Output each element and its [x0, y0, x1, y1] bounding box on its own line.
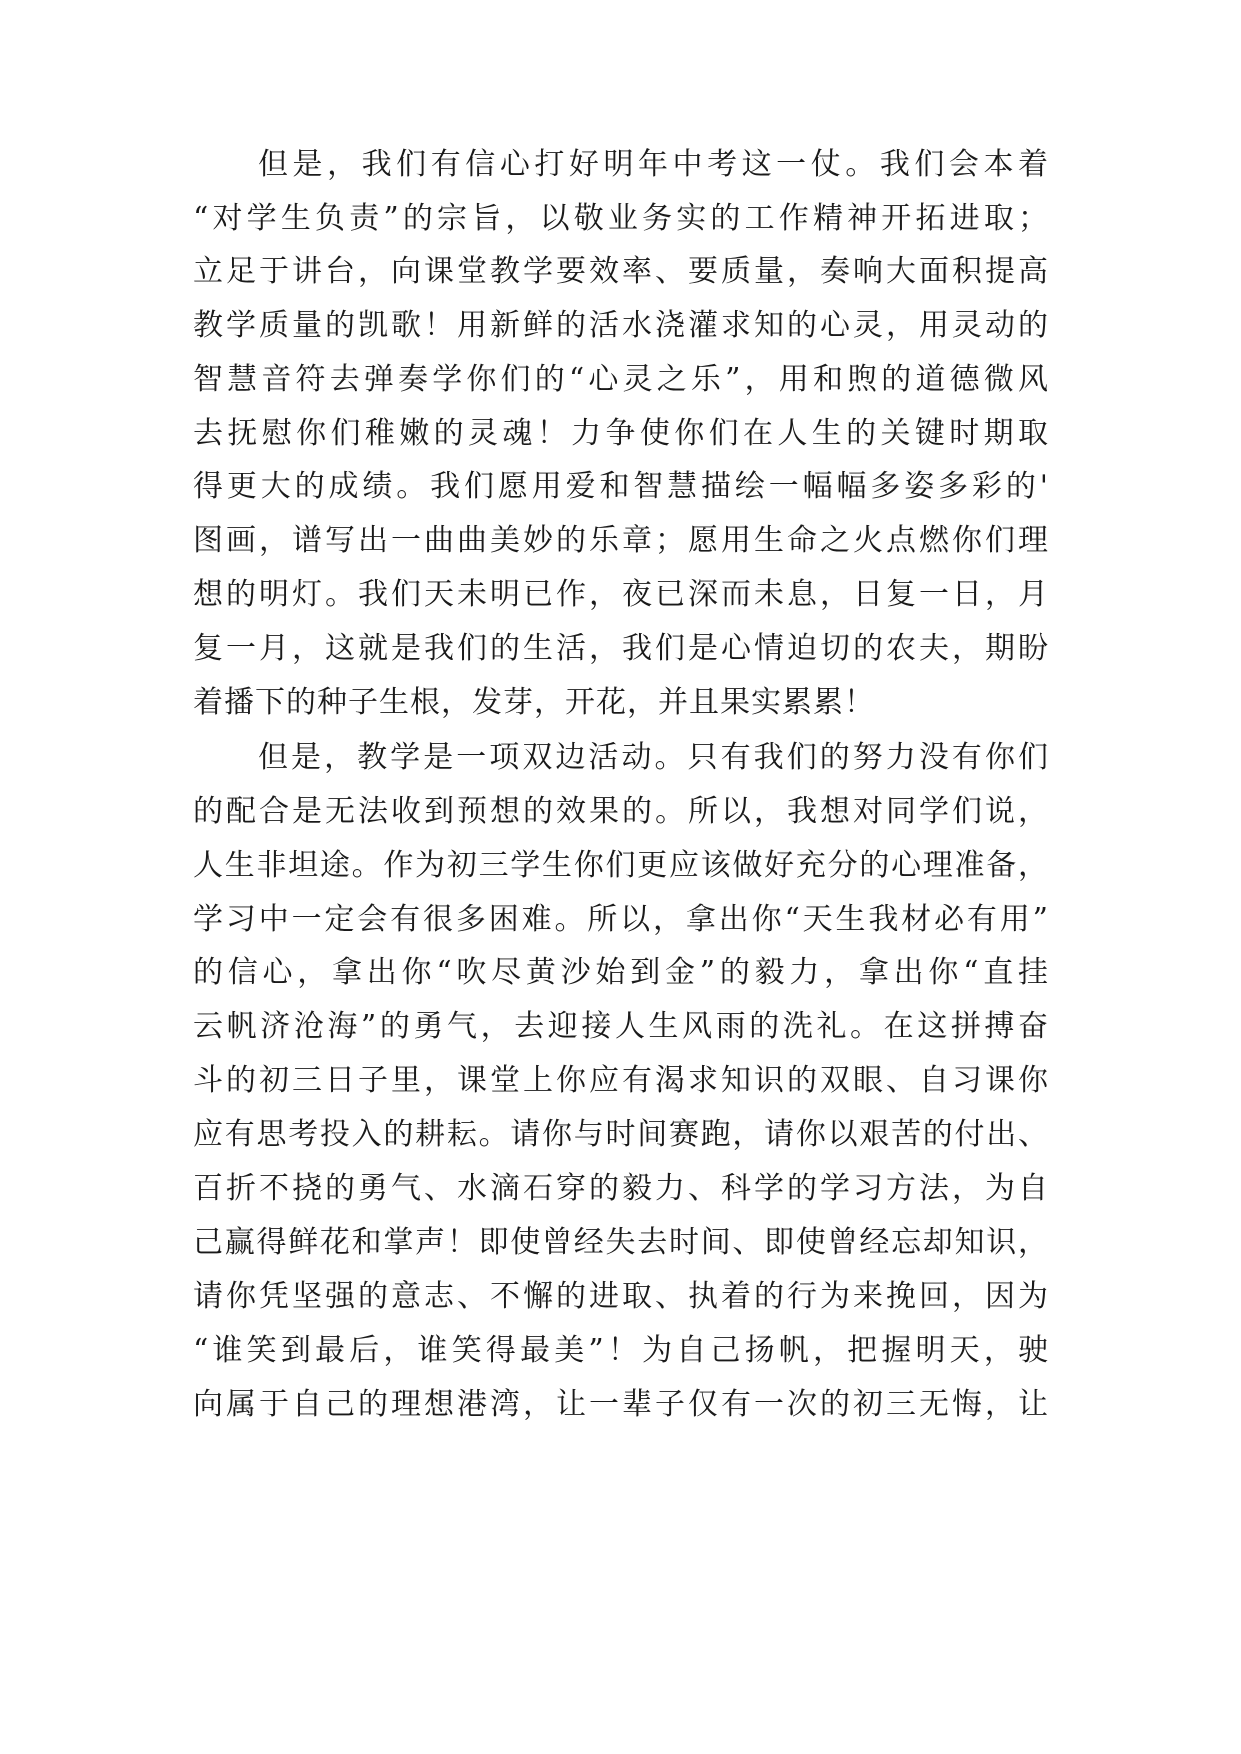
paragraph-2-line-4: 学习中一定会有很多困难。所以，拿出你“天生我材必有用” — [193, 902, 1049, 937]
paragraph-1-line-9: 想的明灯。我们天未明已作，夜已深而未息，日复一日，月 — [193, 577, 1049, 612]
paragraph-1-line-5: 智慧音符去弹奏学你们的“心灵之乐”，用和煦的道德微风 — [193, 362, 1049, 397]
paragraph-1-line-11: 着播下的种子生根，发芽，开花，并且果实累累！ — [193, 685, 875, 720]
paragraph-1-line-4: 教学质量的凯歌！用新鲜的活水浇灌求知的心灵，用灵动的 — [193, 308, 1049, 343]
paragraph-1-line-8: 图画，谱写出一曲曲美妙的乐章；愿用生命之火点燃你们理 — [193, 523, 1049, 558]
paragraph-2-line-9: 百折不挠的勇气、水滴石穿的毅力、科学的学习方法，为自 — [193, 1171, 1049, 1206]
paragraph-2-line-6: 云帆济沧海”的勇气，去迎接人生风雨的洗礼。在这拼搏奋 — [193, 1009, 1049, 1044]
paragraph-1-line-1: 但是，我们有信心打好明年中考这一仗。我们会本着 — [258, 147, 1049, 182]
paragraph-1-line-6: 去抚慰你们稚嫩的灵魂！力争使你们在人生的关键时期取 — [193, 416, 1049, 451]
paragraph-2-line-13: 向属于自己的理想港湾，让一辈子仅有一次的初三无悔，让 — [193, 1387, 1049, 1422]
paragraph-2-line-2: 的配合是无法收到预想的效果的。所以，我想对同学们说， — [193, 794, 1049, 829]
paragraph-2-line-10: 己赢得鲜花和掌声！即使曾经失去时间、即使曾经忘却知识， — [193, 1225, 1049, 1260]
paragraph-2-line-8: 应有思考投入的耕耘。请你与时间赛跑，请你以艰苦的付出、 — [193, 1117, 1049, 1152]
paragraph-1-line-7: 得更大的成绩。我们愿用爱和智慧描绘一幅幅多姿多彩的' — [193, 469, 1049, 504]
paragraph-1-line-3: 立足于讲台，向课堂教学要效率、要质量，奏响大面积提高 — [193, 254, 1049, 289]
paragraph-2-line-5: 的信心，拿出你“吹尽黄沙始到金”的毅力，拿出你“直挂 — [193, 955, 1049, 990]
paragraph-2-line-7: 斗的初三日子里，课堂上你应有渴求知识的双眼、自习课你 — [193, 1063, 1049, 1098]
paragraph-2-line-12: “谁笑到最后，谁笑得最美”！为自己扬帆，把握明天，驶 — [193, 1333, 1049, 1368]
paragraph-1-line-10: 复一月，这就是我们的生活，我们是心情迫切的农夫，期盼 — [193, 631, 1049, 666]
paragraph-2-line-3: 人生非坦途。作为初三学生你们更应该做好充分的心理准备， — [193, 848, 1049, 883]
paragraph-2-line-11: 请你凭坚强的意志、不懈的进取、执着的行为来挽回，因为 — [193, 1279, 1049, 1314]
paragraph-2-line-1: 但是，教学是一项双边活动。只有我们的努力没有你们 — [258, 740, 1049, 775]
paragraph-1-line-2: “对学生负责”的宗旨，以敬业务实的工作精神开拓进取； — [193, 201, 1049, 236]
